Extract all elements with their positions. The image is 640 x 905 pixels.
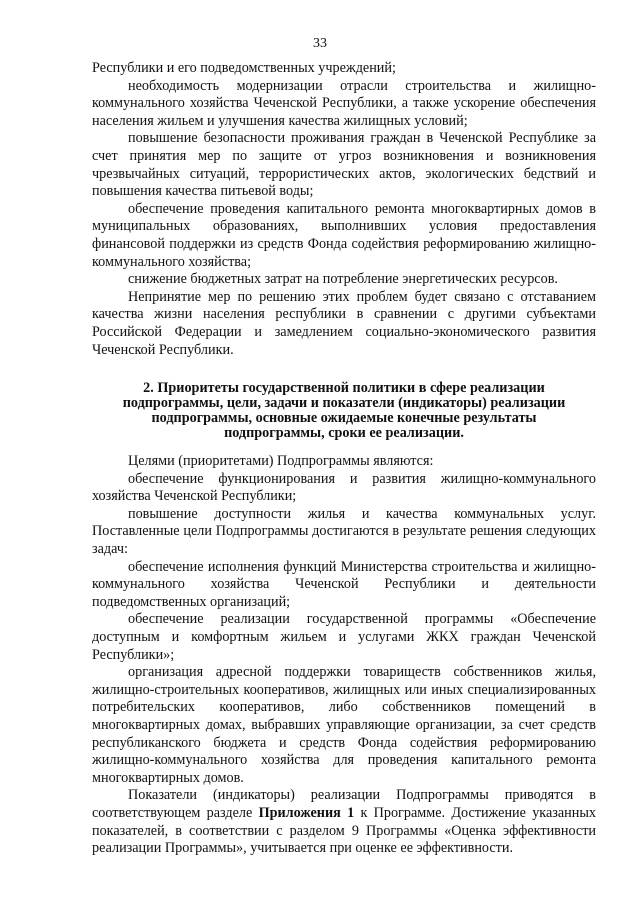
heading-line: подпрограммы, сроки ее реализации.: [224, 425, 464, 442]
section-heading: [92, 381, 596, 441]
paragraph: повышение безопасности проживания граждан в Чеченской Республике за счет принятия мер по защите от угроз возникновения и возникновения чрезвычайных ситуаций, террористических актов, экологических бедствий и повышения качества питьевой воды;: [92, 130, 596, 200]
page-number: 33: [313, 36, 327, 51]
paragraph-text: к Программе. Достижение указанных показателей, в соответствии с разделом 9 Программы «Оценка эффективности реализации Программы», учитывается при оценке ее эффективности.: [92, 804, 596, 857]
paragraph: обеспечение функционирования и развития жилищно-коммунального хозяйства Чеченской Республики;: [92, 470, 596, 505]
appendix-reference: Приложения 1: [258, 804, 355, 821]
paragraph-indicators: [92, 787, 596, 857]
heading-line: подпрограммы, цели, задачи и показатели (индикаторы) реализации: [122, 395, 566, 412]
paragraph: Целями (приоритетами) Подпрограммы являются:: [128, 453, 434, 470]
paragraph: обеспечение проведения капитального ремонта многоквартирных домов в муниципальных образованиях, выполнивших условия предоставления финансовой поддержки из средств Фонда содействия реформированию жилищно-коммунального хозяйства;: [92, 200, 596, 270]
paragraph: Республики и его подведомственных учреждений;: [92, 60, 396, 76]
paragraph: Непринятие мер по решению этих проблем будет связано с отставанием качества жизни населения республики в сравнении с другими субъектами Российской Федерации и замедлением социально-экономического развития Чеченской Республики.: [92, 288, 596, 358]
heading-line: 2. Приоритеты государственной политики в сфере реализации: [143, 380, 545, 397]
paragraph: необходимость модернизации отрасли строительства и жилищно-коммунального хозяйства Чеченской Республики, а также ускорение обеспечения населения жильем и улучшения качества жилищных условий;: [92, 77, 596, 129]
paragraph-text: Показатели (индикаторы) реализации Подпрограммы приводятся в соответствующем разделе: [92, 787, 596, 821]
paragraph: обеспечение исполнения функций Министерства строительства и жилищно-коммунального хозяйства Чеченской Республики и деятельности подведомственных организаций;: [92, 558, 596, 610]
paragraph: повышение доступности жилья и качества коммунальных услуг. Поставленные цели Подпрограммы достигаются в результате решения следующих задач:: [92, 505, 596, 558]
document-body: [92, 60, 596, 858]
paragraph: снижение бюджетных затрат на потребление энергетических ресурсов.: [128, 271, 558, 288]
heading-line: подпрограммы, основные ожидаемые конечные результаты: [151, 410, 537, 427]
paragraph: обеспечение реализации государственной программы «Обеспечение доступным и комфортным жильем и услугами ЖКХ граждан Чеченской Республики»;: [92, 611, 596, 663]
paragraph: организация адресной поддержки товариществ собственников жилья, жилищно-строительных кооперативов, жилищных или иных специализированных потребительских кооперативов, либо собственников помещений в многоквартирных домах, выбравших управляющие организации, за счет средств республиканского бюджета и средств Фонда содействия реформированию жилищно-коммунального хозяйства для проведения капитального ремонта многоквартирных домов.: [92, 664, 596, 786]
